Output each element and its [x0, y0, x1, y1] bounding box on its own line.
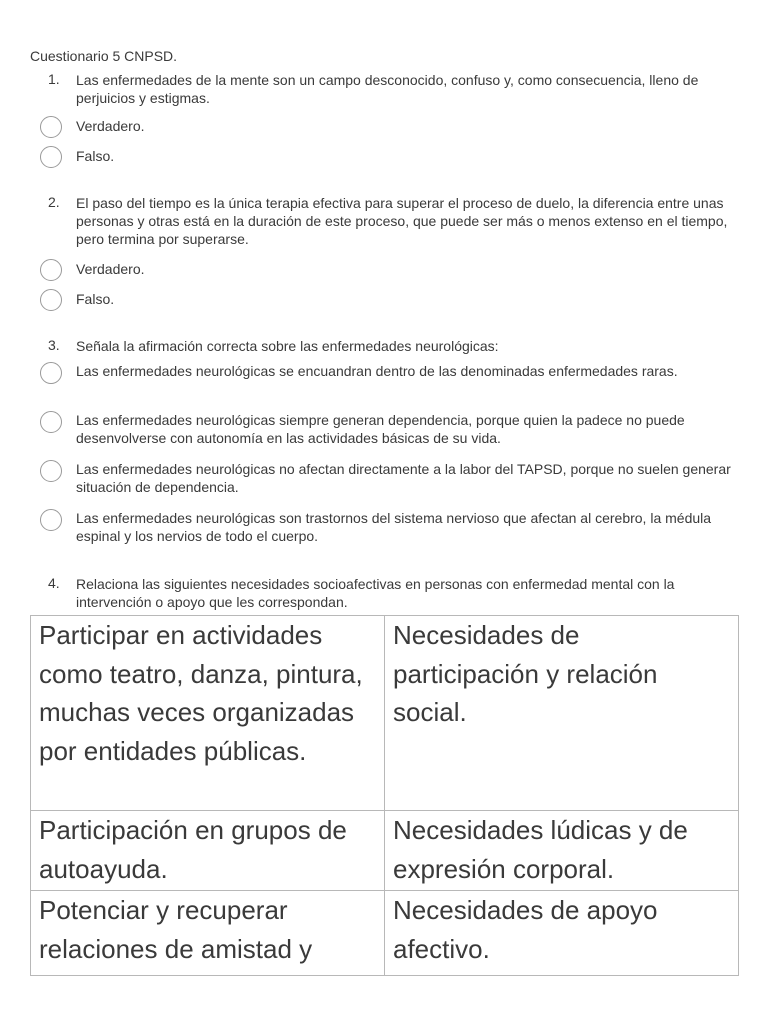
radio-button[interactable] [40, 259, 62, 281]
radio-button[interactable] [40, 116, 62, 138]
q1-option-verdadero[interactable] [40, 116, 740, 135]
document-title: Cuestionario 5 CNPSD. [30, 48, 178, 64]
option-label: Las enfermedades neurológicas no afectan directamente a la labor del TAPSD, porque no suelen generar situación de dependencia. [76, 461, 731, 495]
q3-option-a[interactable] [40, 362, 740, 380]
matching-table [30, 615, 739, 976]
activity-cell: Potenciar y recuperar relaciones de amistad y [31, 891, 385, 976]
option-label: Las enfermedades neurológicas siempre generan dependencia, porque quien la padece no puede desenvolverse con autonomía en las actividades básicas de su vida. [76, 412, 685, 446]
table-row [31, 891, 739, 976]
need-cell: Necesidades de participación y relación social. [385, 616, 739, 811]
radio-button[interactable] [40, 146, 62, 168]
option-label: Falso. [76, 148, 115, 164]
radio-button[interactable] [40, 460, 62, 482]
radio-button[interactable] [40, 411, 62, 433]
table-row [31, 616, 739, 811]
q3-option-c[interactable] [40, 460, 740, 496]
question-1 [48, 71, 738, 107]
question-text: Relaciona las siguientes necesidades socioafectivas en personas con enfermedad mental con la intervención o apoyo que les correspondan. [76, 576, 675, 610]
activity-cell: Participación en grupos de autoayuda. [31, 811, 385, 891]
question-number: 2. [48, 194, 60, 210]
q2-option-verdadero[interactable] [40, 259, 740, 278]
question-number: 1. [48, 71, 60, 87]
question-text: El paso del tiempo es la única terapia efectiva para superar el proceso de duelo, la diferencia entre unas personas y otras está en la duración de este proceso, que puede ser más o menos extenso en el tiempo, pero termina por superarse. [76, 195, 728, 247]
option-label: Verdadero. [76, 118, 145, 134]
q2-option-falso[interactable] [40, 289, 740, 308]
question-number: 4. [48, 575, 60, 591]
table-row [31, 811, 739, 891]
radio-button[interactable] [40, 362, 62, 384]
radio-button[interactable] [40, 509, 62, 531]
q1-option-falso[interactable] [40, 146, 740, 165]
need-cell: Necesidades lúdicas y de expresión corporal. [385, 811, 739, 891]
question-2 [48, 194, 738, 248]
option-label: Las enfermedades neurológicas son trastornos del sistema nervioso que afectan al cerebro, la médula espinal y los nervios de todo el cuerpo. [76, 510, 712, 544]
option-label: Falso. [76, 291, 115, 307]
q3-option-b[interactable] [40, 411, 740, 447]
activity-cell: Participar en actividades como teatro, danza, pintura, muchas veces organizadas por entidades públicas. [31, 616, 385, 811]
option-label: Verdadero. [76, 261, 145, 277]
question-4 [48, 575, 738, 611]
question-number: 3. [48, 337, 60, 353]
q3-option-d[interactable] [40, 509, 740, 545]
need-cell: Necesidades de apoyo afectivo. [385, 891, 739, 976]
option-label: Las enfermedades neurológicas se encuandran dentro de las denominadas enfermedades raras. [76, 363, 678, 379]
radio-button[interactable] [40, 289, 62, 311]
question-3 [48, 337, 738, 355]
question-text: Señala la afirmación correcta sobre las enfermedades neurológicas: [76, 338, 499, 354]
question-text: Las enfermedades de la mente son un campo desconocido, confuso y, como consecuencia, lleno de perjuicios y estigmas. [76, 72, 699, 106]
